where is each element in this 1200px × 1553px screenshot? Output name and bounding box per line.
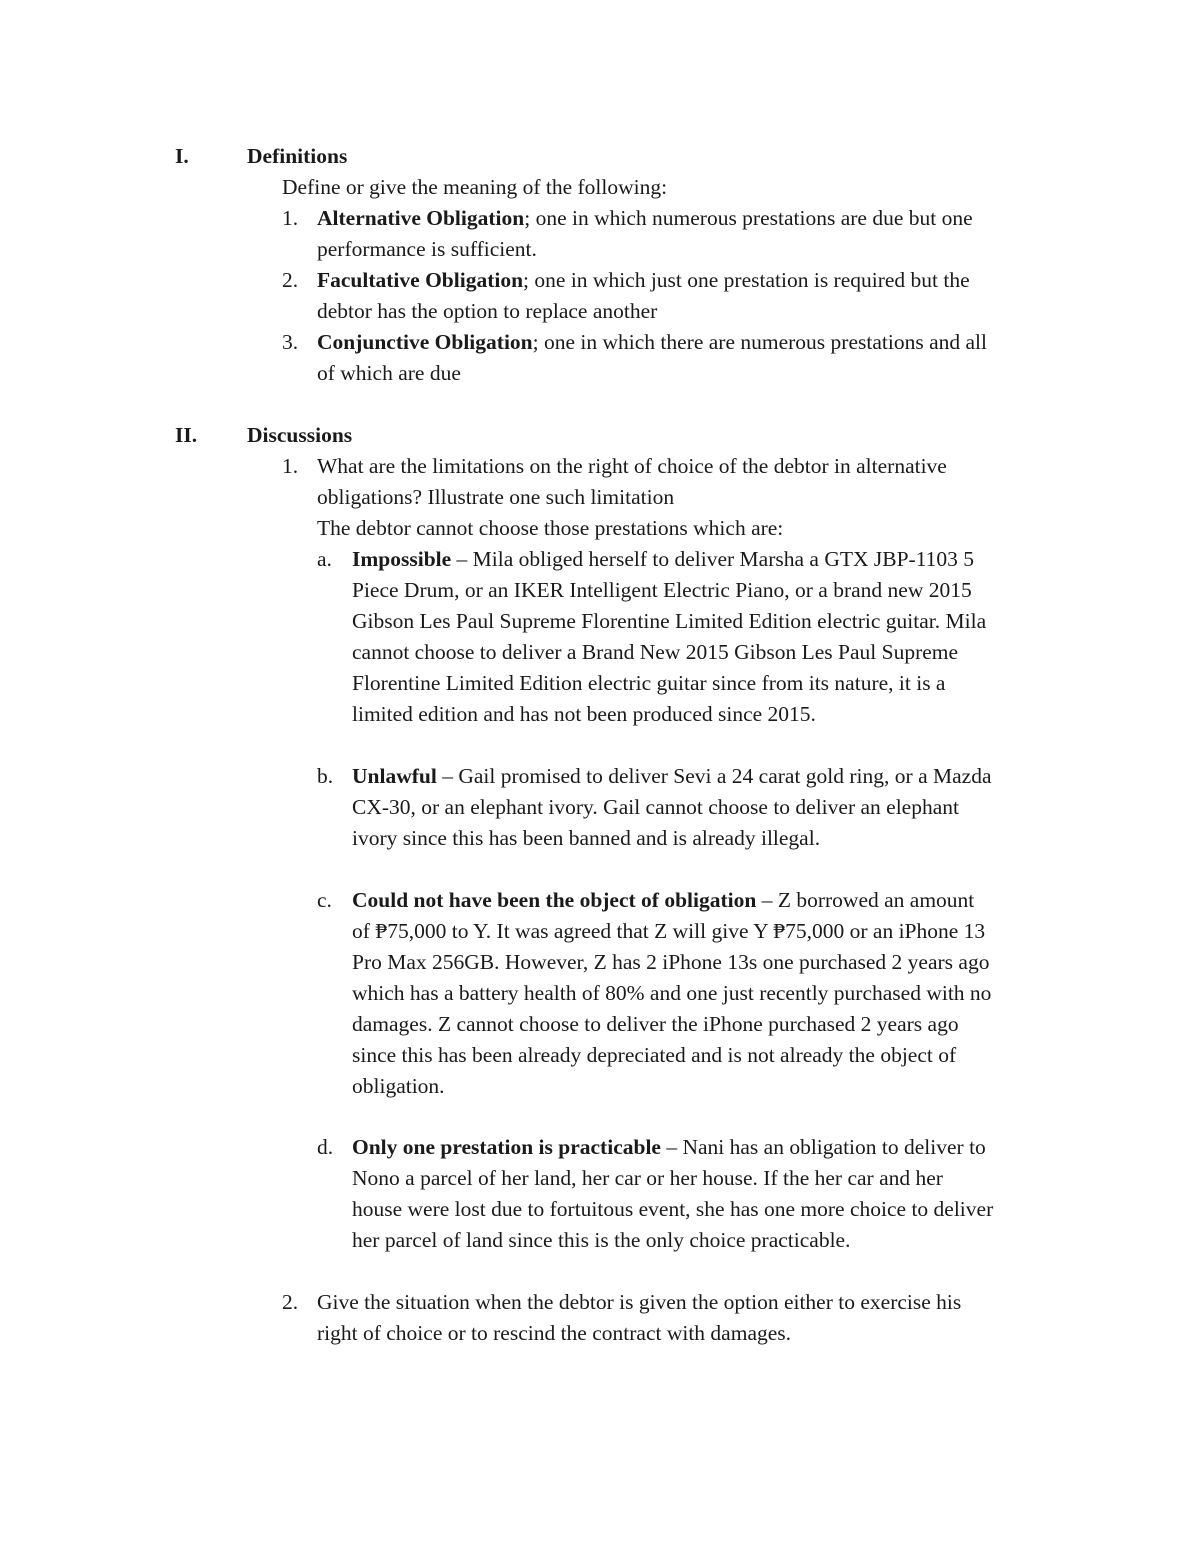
subitem-unlawful — [352, 761, 991, 792]
subitem-not-object — [352, 885, 974, 916]
subitem-text: Pro Max 256GB. However, Z has 2 iPhone 13s one purchased 2 years ago — [352, 950, 990, 974]
definition-item-facultative — [317, 265, 970, 296]
subitem-text: of ₱75,000 to Y. It was agreed that Z will give Y ₱75,000 or an iPhone 13 — [352, 919, 986, 943]
subitem-text: ivory since this has been banned and is already illegal. — [352, 826, 821, 850]
question-text: right of choice or to rescind the contract with damages. — [317, 1321, 792, 1345]
definition-item-conjunctive — [317, 327, 987, 358]
section-numeral-2: II. — [175, 423, 198, 447]
section-numeral-1: I. — [175, 144, 189, 168]
question-number: 1. — [282, 454, 299, 478]
subitem-text: Gibson Les Paul Supreme Florentine Limited Edition electric guitar. Mila — [352, 609, 987, 633]
question-text: obligations? Illustrate one such limitation — [317, 485, 675, 509]
question-text: What are the limitations on the right of choice of the debtor in alternative — [317, 454, 947, 478]
subitem-impossible — [352, 544, 974, 575]
question-text: Give the situation when the debtor is given the option either to exercise his — [317, 1290, 962, 1314]
subitem-term: Impossible — [352, 547, 452, 571]
definition-text-continued: of which are due — [317, 361, 461, 385]
subitem-letter: c. — [317, 888, 332, 912]
definition-item-alternative — [317, 203, 973, 234]
definition-number: 3. — [282, 330, 299, 354]
subitem-text: Nono a parcel of her land, her car or her house. If the her car and her — [352, 1166, 943, 1190]
subitem-term: Unlawful — [352, 764, 437, 788]
definition-text: ; one in which there are numerous prestations and all — [532, 330, 987, 354]
question-answer-intro: The debtor cannot choose those prestations which are: — [317, 516, 784, 540]
subitem-text: which has a battery health of 80% and one just recently purchased with no — [352, 981, 992, 1005]
subitem-text: – Z borrowed an amount — [756, 888, 975, 912]
subitem-text: – Gail promised to deliver Sevi a 24 carat gold ring, or a Mazda — [436, 764, 992, 788]
subitem-letter: b. — [317, 764, 334, 788]
section-title-discussions: Discussions — [247, 423, 353, 447]
subitem-text: her parcel of land since this is the only choice practicable. — [352, 1228, 851, 1252]
subitem-text: cannot choose to deliver a Brand New 2015 Gibson Les Paul Supreme — [352, 640, 959, 664]
subitem-term: Only one prestation is practicable — [352, 1135, 661, 1159]
subitem-text: – Mila obliged herself to deliver Marsha a GTX JBP-1103 5 — [451, 547, 975, 571]
subitem-text: Florentine Limited Edition electric guitar since from its nature, it is a — [352, 671, 946, 695]
definition-term: Facultative Obligation — [317, 268, 524, 292]
subitem-one-practicable — [352, 1132, 986, 1163]
definition-text: ; one in which just one prestation is required but the — [523, 268, 970, 292]
definition-text-continued: debtor has the option to replace another — [317, 299, 658, 323]
definition-text-continued: performance is sufficient. — [317, 237, 537, 261]
subitem-text: house were lost due to fortuitous event, she has one more choice to deliver — [352, 1197, 994, 1221]
definition-term: Alternative Obligation — [317, 206, 525, 230]
subitem-text: Piece Drum, or an IKER Intelligent Electric Piano, or a brand new 2015 — [352, 578, 972, 602]
subitem-text: since this has been already depreciated and is not already the object of — [352, 1043, 957, 1067]
subitem-text: limited edition and has not been produced since 2015. — [352, 702, 816, 726]
definition-term: Conjunctive Obligation — [317, 330, 533, 354]
question-number: 2. — [282, 1290, 299, 1314]
subitem-term: Could not have been the object of obligation — [352, 888, 757, 912]
definitions-intro: Define or give the meaning of the following: — [282, 175, 668, 199]
subitem-text: obligation. — [352, 1074, 445, 1098]
subitem-letter: a. — [317, 547, 332, 571]
subitem-text: – Nani has an obligation to deliver to — [660, 1135, 986, 1159]
subitem-text: damages. Z cannot choose to deliver the iPhone purchased 2 years ago — [352, 1012, 959, 1036]
definition-text: ; one in which numerous prestations are due but one — [524, 206, 973, 230]
subitem-text: CX-30, or an elephant ivory. Gail cannot choose to deliver an elephant — [352, 795, 959, 819]
subitem-letter: d. — [317, 1135, 334, 1159]
definition-number: 2. — [282, 268, 299, 292]
section-title-definitions: Definitions — [247, 144, 348, 168]
definition-number: 1. — [282, 206, 299, 230]
